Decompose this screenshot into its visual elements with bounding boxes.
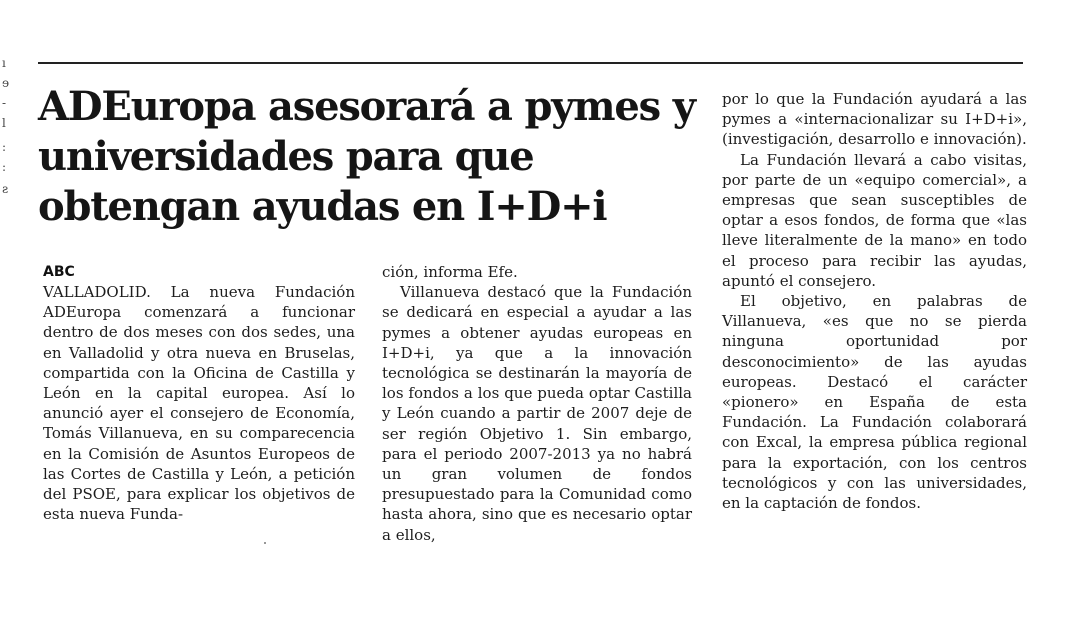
paragraph: El objetivo, en palabras de Villanueva, «es que no se pierda ninguna oportunidad por desconocimiento» de las ayudas europeas. Destacó el carácter «pionero» en España de esta Fundación. La Fundación colaborará con Excal, la empresa pública regional para la exportación, con los centros tecnológicos y con las universidades, en la captación de fondos. [722, 292, 1027, 513]
margin-mark: l [2, 116, 6, 130]
margin-mark: ı [2, 56, 6, 70]
margin-mark: ƨ [2, 182, 9, 196]
byline: ABC [43, 264, 75, 280]
scan-speck [264, 542, 266, 544]
margin-mark: - [2, 96, 7, 110]
paragraph: Villanueva destacó que la Fundación se dedicará en especial a ayudar a las pymes a obtener ayudas europeas en I+D+i, ya que a la innovación tecnológica se destinarán la mayoría de los fondos a los que pueda optar Castilla y León cuando a partir de 2007 deje de ser región Objetivo 1. Sin embargo, para el periodo 2007-2013 ya no habrá un gran volumen de fondos presupuestado para la Comunidad como hasta ahora, sino que es necesario optar a ellos, [382, 283, 692, 544]
margin-mark: : [2, 140, 7, 154]
top-rule [38, 62, 1023, 64]
paragraph: ción, informa Efe. [382, 263, 518, 281]
article-headline: ADEuropa asesorará a pymes y universidades para que obtengan ayudas en I+D+i [38, 83, 695, 230]
article-column-1 [43, 262, 355, 524]
paragraph: La Fundación llevará a cabo visitas, por parte de un «equipo comercial», a empresas que sean susceptibles de optar a esos fondos, de forma que «las lleve literalmente de la mano» en todo el proceso para recibir las ayudas, apuntó el consejero. [722, 150, 1027, 290]
article-column-2 [382, 262, 692, 545]
paragraph: por lo que la Fundación ayudará a las pymes a «internacionalizar su I+D+i», (investigación, desarrollo e innovación). [722, 90, 1027, 149]
margin-mark: : [2, 160, 7, 174]
paragraph: VALLADOLID. La nueva Fundación ADEuropa comenzará a funcionar dentro de dos meses con dos sedes, una en Valladolid y otra nueva en Bruselas, compartida con la Oficina de Castilla y León en la capital europea. Así lo anunció ayer el consejero de Economía, Tomás Villanueva, en su comparecencia en la Comisión de Asuntos Europeos de las Cortes de Castilla y León, a petición del PSOE, para explicar los objetivos de esta nueva Funda- [43, 283, 355, 524]
margin-mark: ɘ [2, 76, 10, 90]
article-column-3 [722, 89, 1027, 513]
